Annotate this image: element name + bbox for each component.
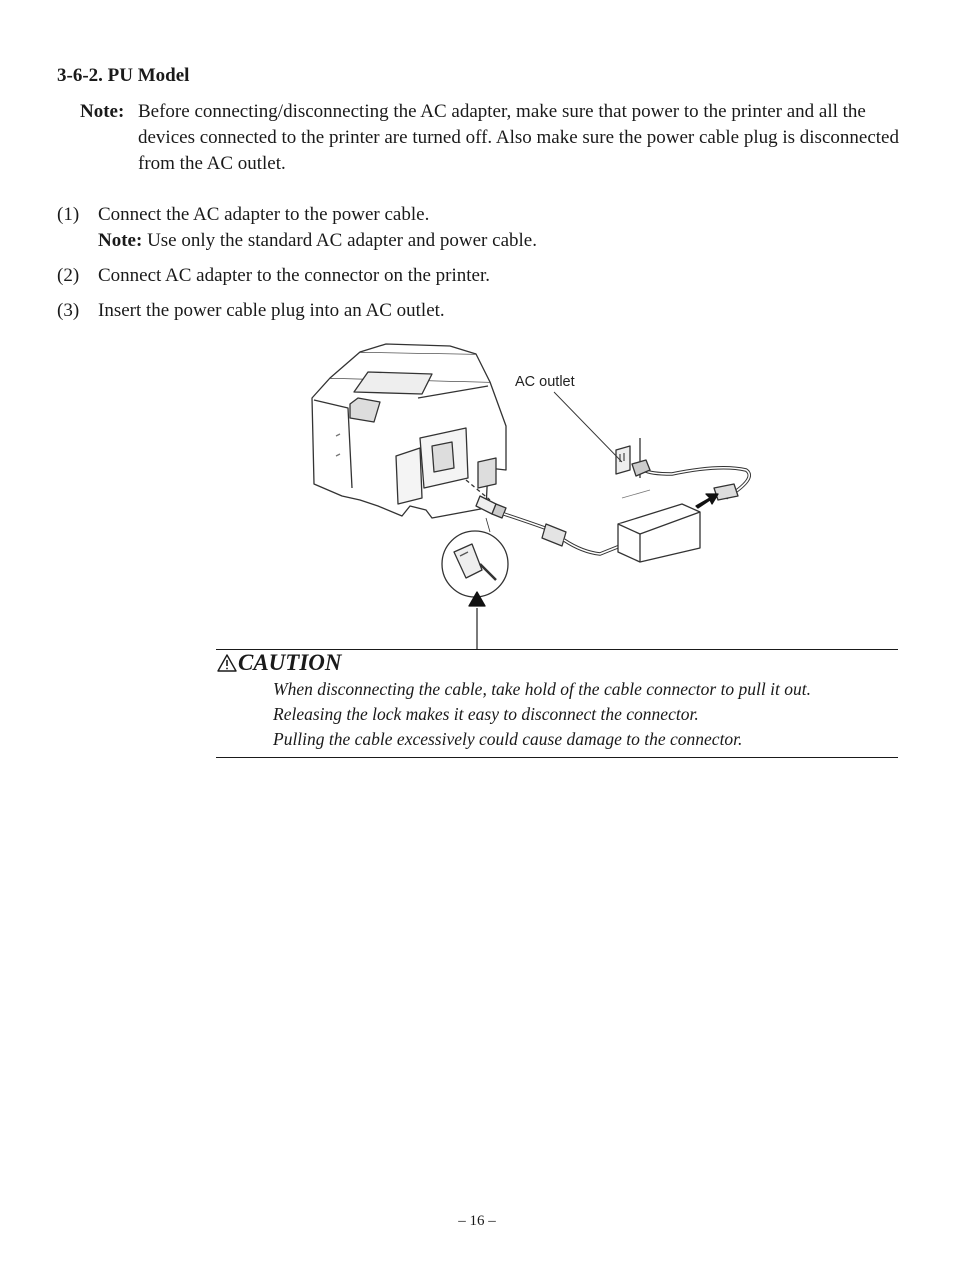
printer-connector (476, 496, 506, 518)
connector-detail-circle (442, 518, 508, 597)
step-number: (1) (57, 204, 80, 225)
step-number: (3) (57, 300, 80, 321)
note-label: Note: (80, 101, 125, 122)
caution-heading (216, 650, 342, 676)
step-note (98, 228, 537, 254)
step-note-text: Use only the standard AC adapter and power cable. (147, 230, 537, 251)
caution-line: Releasing the lock makes it easy to disconnect the connector. (273, 704, 699, 724)
page-number: – 16 – (458, 1213, 496, 1229)
printer-illustration (312, 344, 506, 518)
section-title: 3-6-2. PU Model (57, 65, 190, 86)
caution-text (273, 677, 811, 752)
step-number: (2) (57, 265, 80, 286)
caution-line: When disconnecting the cable, take hold of the cable connector to pull it out. (273, 679, 811, 699)
step-text: Insert the power cable plug into an AC outlet. (98, 300, 445, 321)
ac-outlet-label: AC outlet (515, 374, 575, 390)
step-note-label: Note: (98, 230, 143, 251)
connection-diagram (300, 338, 780, 650)
step-text: Connect AC adapter to the connector on the printer. (98, 265, 491, 286)
note-text: Before connecting/disconnecting the AC adapter, make sure that power to the printer and all the devices connected to the printer are turned off. Also make sure the power cable plug is disconnected from the AC outlet. (138, 101, 899, 174)
caution-line: Pulling the cable excessively could cause damage to the connector. (273, 729, 743, 749)
caution-bottom-rule (216, 757, 898, 758)
ac-outlet (616, 438, 650, 498)
step-text: Connect the AC adapter to the power cable. (98, 204, 430, 225)
ac-adapter (618, 504, 700, 562)
warning-icon (216, 653, 238, 673)
caution-title: CAUTION (238, 650, 342, 675)
